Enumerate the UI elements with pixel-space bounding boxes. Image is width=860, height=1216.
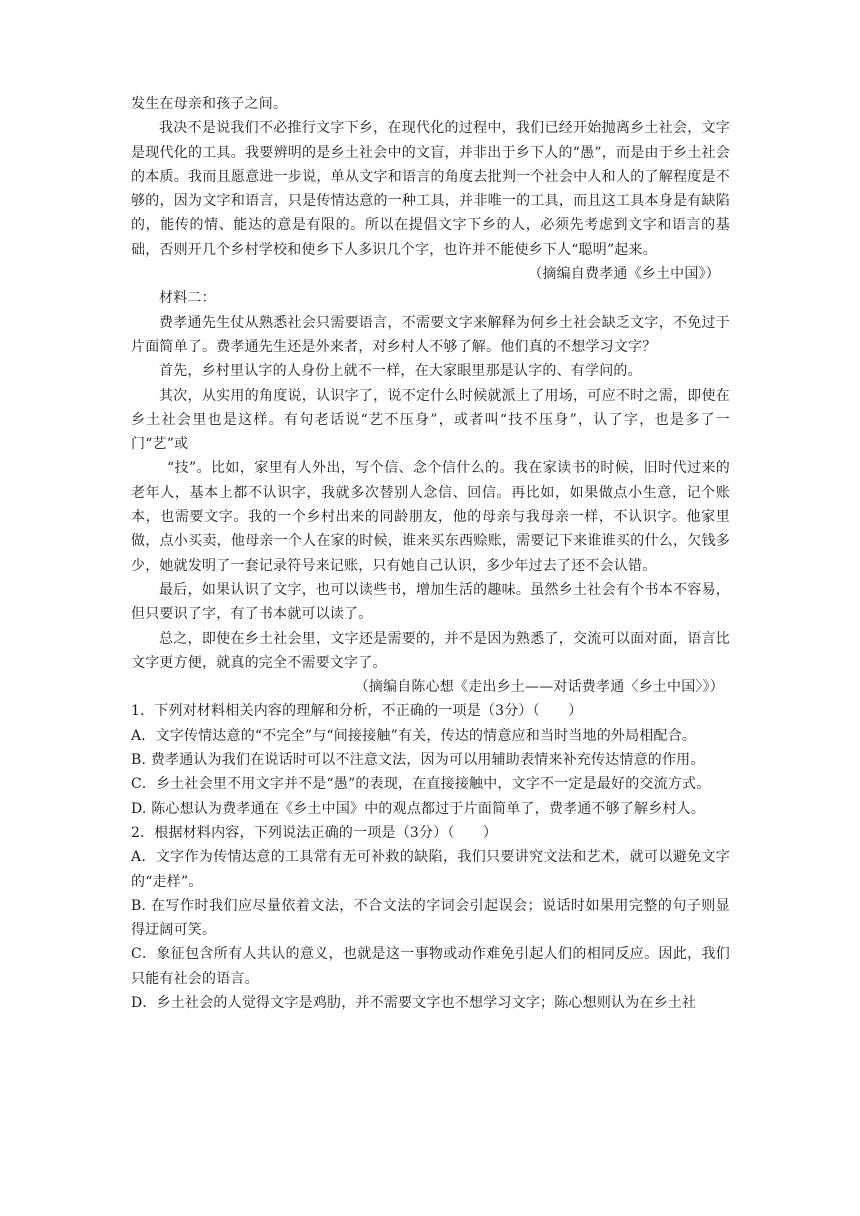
material2-paragraph-4: 最后，如果认识了文字，也可以读些书，增加生活的趣味。虽然乡土社会有个书本不容易，但只要识了字，有了书本就可以读了。 bbox=[131, 581, 730, 623]
question-2-option-c: C．象征包含所有人共认的意义，也就是这一事物或动作难免引起人们的相同反应。因此，我们只能有社会的语言。 bbox=[131, 946, 730, 987]
material2-paragraph-5: 总之，即使在乡土社会里，文字还是需要的，并不是因为熟悉了，交流可以面对面，语言比文字更方便，就真的完全不需要文字了。 bbox=[131, 630, 730, 671]
material2-paragraph-2: 首先，乡村里认字的人身份上就不一样，在大家眼里那是认字的、有学问的。 bbox=[159, 363, 642, 380]
material1-source: （摘编自费孝通《乡土中国》） bbox=[528, 266, 720, 283]
question-1-option-b: B. 费孝通认为我们在说话时可以不注意文法，因为可以用辅助表情来补充传达情意的作用。 bbox=[131, 752, 705, 769]
question-2-option-b: B. 在写作时我们应尽量依着文法，不合文法的字词会引起误会；说话时如果用完整的句子则显得迂阔可笑。 bbox=[131, 897, 730, 939]
material2-paragraph-3b: “技”。比如，家里有人外出，写个信、念个信什么的。我在家读书的时候，旧时代过来的老年人，基本上都不认识字，我就多次替别人念信、回信。再比如，如果做点小生意，记个账本，也需要文字。我的一个乡村出来的同龄朋友，他的母亲与我母亲一样，不认识字。他家里做，点小买卖，他母亲一个人在家的时候，谁来买东西赊账，需要记下来谁谁买的什么，欠钱多少，她就发明了一套记录符号来记账，只有她自己认识，多少年过去了还不会认错。 bbox=[131, 460, 730, 574]
material2-paragraph-1: 费孝通先生仗从熟悉社会只需要语言，不需要文字来解释为何乡土社会缺乏文字，不免过于片面简单了。费孝通先生还是外来者，对乡村人不够了解。他们真的不想学习文字？ bbox=[131, 314, 730, 355]
question-2-option-a: A．文字作为传情达意的工具常有无可补救的缺陷，我们只要讲究文法和艺术，就可以避免文字的“走样”。 bbox=[131, 849, 730, 890]
question-1-option-a: A．文字传情达意的“不完全”与“间接接触”有关，传达的情意应和当时当地的外局相配合。 bbox=[131, 727, 697, 744]
question-1-stem: 1．下列对材料相关内容的理解和分析，不正确的一项是（3分）（ ） bbox=[131, 703, 583, 720]
material2-source: （摘编自陈心想《走出乡土——对话费孝通〈乡土中国〉》） bbox=[354, 679, 724, 696]
question-1-option-d: D. 陈心想认为费孝通在《乡土中国》中的观点都过于片面简单了，费孝通不够了解乡村人。 bbox=[131, 800, 706, 817]
material1-paragraph-main: 我决不是说我们不必推行文字下乡，在现代化的过程中，我们已经开始抛离乡土社会，文字是现代化的工具。我要辨明的是乡土社会中的文盲，并非出于乡下人的“愚”，而是由于乡土社会的本质。我而且愿意进一步说，单从文字和语言的角度去批判一个社会中人和人的了解程度是不够的，因为文字和语言，只是传情达意的一种工具，并非唯一的工具，而且这工具本身是有缺陷的，能传的情、能达的意是有限的。所以在提倡文字下乡的人，必须先考虑到文字和语言的基础，否则开几个乡村学校和使乡下人多识几个字，也许并不能使乡下人“聪明”起来。 bbox=[131, 120, 730, 258]
document-page bbox=[131, 92, 730, 1015]
question-2-option-d: D．乡土社会的人觉得文字是鸡肋，并不需要文字也不想学习文字；陈心想则认为在乡土社 bbox=[131, 994, 697, 1011]
material2-heading: 材料二： bbox=[159, 290, 216, 307]
material2-paragraph-3a: 其次，从实用的角度说，认识字了，说不定什么时候就派上了用场，可应不时之需，即使在乡土社会里也是这样。有句老话说“艺不压身”，或者叫“技不压身”，认了字，也是多了一门“艺”或 bbox=[131, 387, 730, 453]
material1-paragraph-tail: 发生在母亲和孩子之间。 bbox=[131, 96, 288, 112]
question-1-option-c: C．乡土社会里不用文字并不是“愚”的表现，在直接接触中，文字不一定是最好的交流方式。 bbox=[131, 776, 711, 793]
question-2-stem: 2．根据材料内容，下列说法正确的一项是（3分）（ ） bbox=[131, 824, 498, 841]
